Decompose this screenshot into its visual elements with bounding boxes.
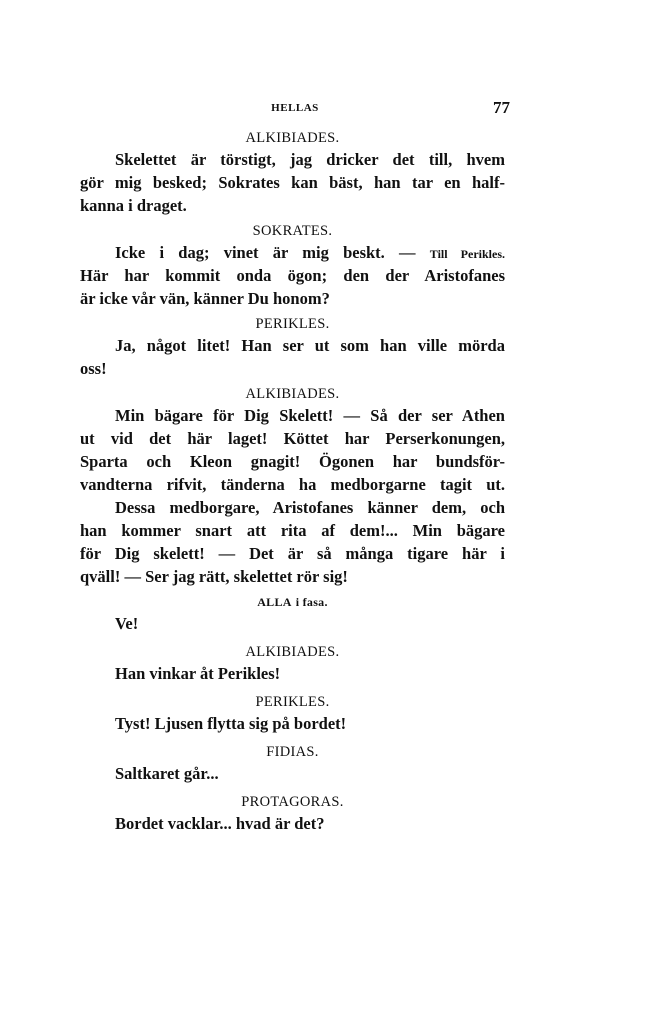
dialogue-line: Han vinkar åt Perikles!	[115, 664, 281, 683]
speaker-heading: PROTAGORAS.	[241, 794, 344, 810]
dialogue-line: för Dig skelett! — Det är så många tigare här i	[80, 544, 505, 563]
speaker-heading: PERIKLES.	[255, 316, 330, 332]
dialogue-text: Icke i dag; vinet är mig beskt. —	[115, 243, 416, 262]
dialogue-line: han kommer snart att rita af dem!... Min bägare	[80, 521, 505, 540]
dialogue-line: ut vid det här laget! Köttet har Perserkonungen,	[80, 429, 505, 448]
dialogue-line: vandterna rifvit, tänderna ha medborgarne tagit ut.	[80, 475, 505, 494]
speaker-heading: SOKRATES.	[252, 223, 333, 239]
dialogue-line: Bordet vacklar... hvad är det?	[115, 814, 325, 833]
dialogue-line: Här har kommit onda ögon; den der Aristofanes	[80, 266, 505, 285]
dialogue-line: gör mig besked; Sokrates kan bäst, han tar en half-	[80, 173, 505, 192]
speaker-heading: PERIKLES.	[255, 694, 330, 710]
dialogue-line: kanna i draget.	[80, 196, 187, 215]
running-title: HELLAS	[271, 102, 319, 114]
speaker-heading: FIDIAS.	[266, 744, 319, 760]
speaker-heading: ALKIBIADES.	[245, 386, 340, 402]
speaker-heading	[80, 592, 505, 612]
dialogue-line: Skelettet är törstigt, jag dricker det till, hvem	[115, 150, 505, 169]
speaker-name: ALLA	[257, 595, 292, 609]
stage-direction: i fasa.	[295, 595, 328, 609]
dialogue-line: oss!	[80, 359, 107, 378]
dialogue-line: Ve!	[115, 614, 139, 633]
dialogue-line: qväll! — Ser jag rätt, skelettet rör sig!	[80, 567, 348, 586]
running-head	[80, 100, 510, 120]
dialogue-line: Ja, något litet! Han ser ut som han ville mörda	[115, 336, 505, 355]
dialogue-line	[80, 241, 505, 264]
dialogue-line: Saltkaret går...	[115, 764, 219, 783]
dialogue-line: Sparta och Kleon gnagit! Ögonen har bundsför-	[80, 452, 505, 471]
dialogue-line: Dessa medborgare, Aristofanes känner dem, och	[115, 498, 505, 517]
page-number: 77	[493, 98, 510, 117]
play-text	[80, 128, 505, 835]
dialogue-line: Tyst! Ljusen flytta sig på bordet!	[115, 714, 347, 733]
dialogue-line: är icke vår vän, känner Du honom?	[80, 289, 330, 308]
dialogue-line: Min bägare för Dig Skelett! — Så der ser Athen	[115, 406, 505, 425]
stage-direction: Till Perikles.	[429, 247, 505, 261]
speaker-heading: ALKIBIADES.	[245, 644, 340, 660]
speaker-heading: ALKIBIADES.	[245, 130, 340, 146]
